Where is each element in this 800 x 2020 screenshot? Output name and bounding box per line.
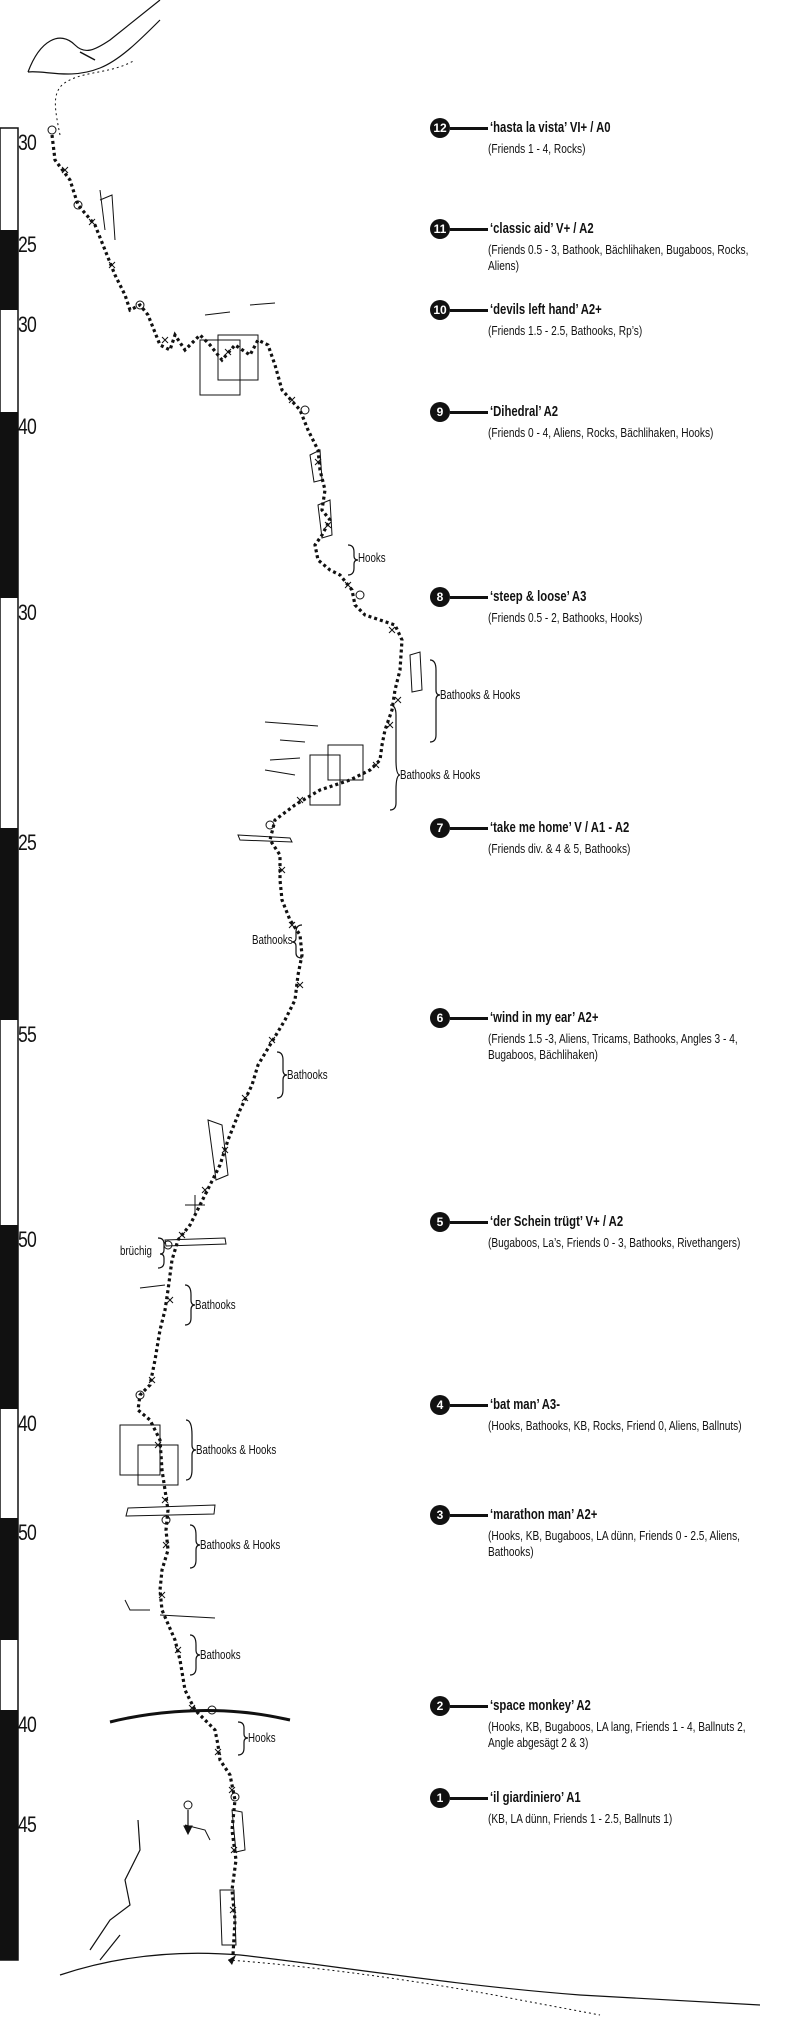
scale-label: 30 (18, 312, 36, 337)
pitch-gear: (Hooks, KB, Bugaboos, LA dünn, Friends 0 - 2.5, Aliens, Bathooks) (488, 1528, 740, 1559)
bathooks-hooks-label: Bathooks & Hooks (200, 1538, 281, 1552)
rock-features (100, 190, 422, 1945)
pitch-entry (430, 818, 770, 857)
pitch-leader-line (450, 309, 488, 312)
pitch-entry (430, 402, 770, 441)
pitch-number-badge: 4 (430, 1395, 450, 1415)
pitch-leader-line (450, 1221, 488, 1224)
protection-marker (387, 722, 393, 728)
pitch-gear: (KB, LA dünn, Friends 1 - 2.5, Ballnuts 1) (488, 1811, 673, 1826)
protection-marker (395, 697, 401, 703)
pitch-leader-line (450, 1514, 488, 1517)
bathooks-label: Bathooks (287, 1068, 328, 1082)
pitch-gear: (Friends 1.5 - 2.5, Bathooks, Rp’s) (488, 323, 643, 338)
scale-label: 25 (18, 830, 36, 855)
approach-path (228, 1960, 600, 2015)
protection-marker (389, 627, 395, 633)
pitch-title: ‘der Schein trügt’ V+ / A2 (490, 1214, 624, 1230)
pitch-entry (430, 1212, 770, 1251)
pitch-entry (430, 118, 770, 157)
hooks-label: Hooks (358, 551, 386, 565)
scale-label: 30 (18, 600, 36, 625)
pitch-number-badge: 9 (430, 402, 450, 422)
pitch-gear: (Friends 0.5 - 3, Bathook, Bächlihaken, Bugaboos, Rocks, Aliens) (488, 242, 749, 273)
protection-marker (167, 1297, 173, 1303)
pitch-leader-line (450, 1404, 488, 1407)
bathooks-hooks-label: Bathooks & Hooks (440, 688, 521, 702)
pitch-gear: (Friends 1 - 4, Rocks) (488, 141, 586, 156)
gear-brackets (158, 545, 440, 1755)
pitch-leader-line (450, 127, 488, 130)
pitch-number-badge: 11 (430, 219, 450, 239)
pitch-number-badge: 12 (430, 118, 450, 138)
scale-label: 50 (18, 1227, 36, 1252)
scale-segment-dark (0, 230, 18, 310)
belay-stations (74, 201, 364, 1834)
pitch-title: ‘devils left hand’ A2+ (490, 302, 602, 318)
bathooks-label: Bathooks (200, 1648, 241, 1662)
pitch-gear: (Friends 1.5 -3, Aliens, Tricams, Bathooks, Angles 3 - 4, Bugaboos, Bächlihaken) (488, 1031, 738, 1062)
pitch-title: ‘bat man’ A3- (490, 1397, 560, 1413)
scale-segment-dark (0, 1518, 18, 1640)
pitch-entry (430, 1788, 770, 1827)
scale-segment-dark (0, 1710, 18, 1960)
pitch-entry (430, 219, 770, 274)
pitch-title: ‘marathon man’ A2+ (490, 1507, 598, 1523)
pitch-number-badge: 1 (430, 1788, 450, 1808)
pitch-title: ‘classic aid’ V+ / A2 (490, 221, 594, 237)
length-scale-bar (0, 128, 18, 1960)
pitch-number-badge: 5 (430, 1212, 450, 1232)
pitch-entry (430, 1395, 770, 1434)
pitch-gear: (Friends div. & 4 & 5, Bathooks) (488, 841, 631, 856)
pitch-gear: (Friends 0.5 - 2, Bathooks, Hooks) (488, 610, 643, 625)
pitch-entry (430, 300, 770, 339)
scale-label: 40 (18, 414, 36, 439)
scale-label: 40 (18, 1411, 36, 1436)
pitch-title: ‘steep & loose’ A3 (490, 589, 587, 605)
bathooks-hooks-label: Bathooks & Hooks (196, 1443, 277, 1457)
scale-segment-dark (0, 828, 18, 1020)
bathooks-hooks-label: Bathooks & Hooks (400, 768, 481, 782)
pitch-title: ‘il giardiniero’ A1 (490, 1790, 581, 1806)
pitch-entry (430, 1696, 770, 1751)
route-line (52, 135, 402, 1955)
descent-path-top (55, 60, 135, 135)
hooks-label: Hooks (248, 1731, 276, 1745)
scale-label: 45 (18, 1812, 36, 1837)
pitch-entry (430, 587, 770, 626)
pitch-leader-line (450, 1797, 488, 1800)
pitch-entry (430, 1505, 770, 1560)
scale-label: 55 (18, 1022, 36, 1047)
roof-line (110, 1710, 290, 1722)
pitch-entry (430, 1008, 770, 1063)
bathooks-label: Bathooks (195, 1298, 236, 1312)
pitch-number-badge: 10 (430, 300, 450, 320)
pitch-leader-line (450, 1705, 488, 1708)
scale-label: 50 (18, 1520, 36, 1545)
pitch-leader-line (450, 596, 488, 599)
summit-outline (28, 0, 160, 74)
pitch-leader-line (450, 1017, 488, 1020)
pitch-leader-line (450, 827, 488, 830)
pitch-title: ‘wind in my ear’ A2+ (490, 1010, 599, 1026)
pitch-gear: (Hooks, KB, Bugaboos, LA lang, Friends 1 - 4, Ballnuts 2, Angle abgesägt 2 & 3) (488, 1719, 746, 1750)
bruechig-label: brüchig (120, 1244, 152, 1258)
bathooks-label: Bathooks (252, 933, 293, 947)
pitch-leader-line (450, 228, 488, 231)
pitch-gear: (Hooks, Bathooks, KB, Rocks, Friend 0, Aliens, Ballnuts) (488, 1418, 742, 1433)
pitch-gear: (Bugaboos, La’s, Friends 0 - 3, Bathooks, Rivethangers) (488, 1235, 741, 1250)
pitch-title: ‘space monkey’ A2 (490, 1698, 591, 1714)
scale-segment-dark (0, 412, 18, 598)
pitch-number-badge: 2 (430, 1696, 450, 1716)
scale-label: 30 (18, 130, 36, 155)
pitch-gear: (Friends 0 - 4, Aliens, Rocks, Bächlihaken, Hooks) (488, 425, 714, 440)
pitch-number-badge: 3 (430, 1505, 450, 1525)
ground-outline (60, 1820, 760, 2005)
pitch-title: ‘hasta la vista’ VI+ / A0 (490, 120, 611, 136)
pitch-title: ‘take me home’ V / A1 - A2 (490, 820, 630, 836)
protection-marker (162, 337, 168, 343)
pitch-number-badge: 6 (430, 1008, 450, 1028)
protection-marker (163, 1542, 169, 1548)
pitch-number-badge: 7 (430, 818, 450, 838)
pitch-title: ‘Dihedral’ A2 (490, 404, 559, 420)
scale-label: 40 (18, 1712, 36, 1737)
pitch-leader-line (450, 411, 488, 414)
scale-segment-dark (0, 1225, 18, 1409)
scale-label: 25 (18, 232, 36, 257)
pitch-number-badge: 8 (430, 587, 450, 607)
